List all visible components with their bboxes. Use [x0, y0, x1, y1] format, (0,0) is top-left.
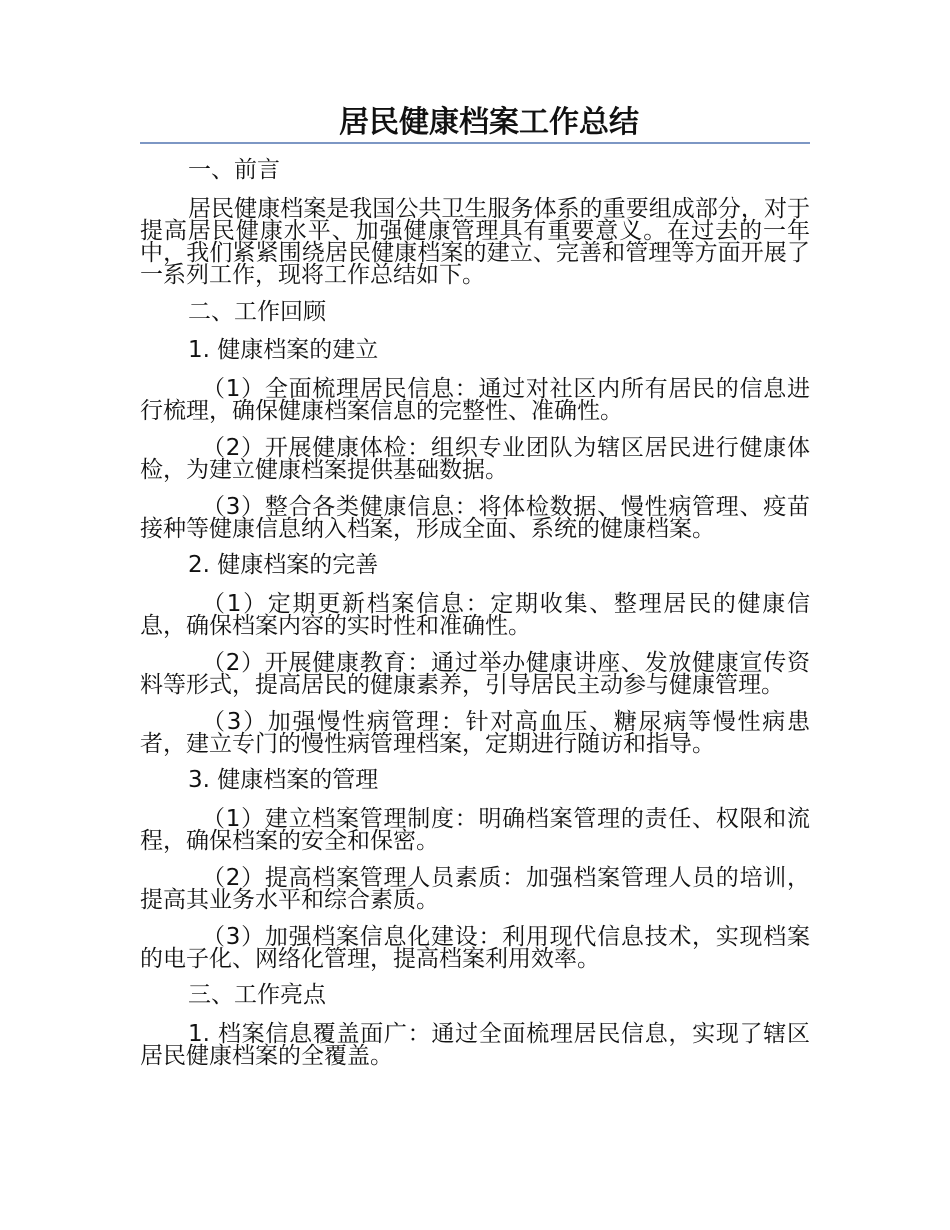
improve-item-2: （2）开展健康教育：通过举办健康讲座、发放健康宣传资料等形式，提高居民的健康素养，引导居民主动参与健康管理。	[140, 650, 810, 698]
improve-item-1: （1）定期更新档案信息：定期收集、整理居民的健康信息，确保档案内容的实时性和准确性。	[140, 591, 810, 639]
title-block	[140, 104, 810, 144]
manage-item-1: （1）建立档案管理制度：明确档案管理的责任、权限和流程，确保档案的安全和保密。	[140, 806, 810, 854]
document-title: 居民健康档案工作总结	[339, 105, 639, 140]
improve-item-3: （3）加强慢性病管理：针对高血压、糖尿病等慢性病患者，建立专门的慢性病管理档案，定期进行随访和指导。	[140, 709, 810, 757]
section-heading-highlights: 三、工作亮点	[188, 982, 326, 1008]
establish-item-2: （2）开展健康体检：组织专业团队为辖区居民进行健康体检，为建立健康档案提供基础数据。	[140, 435, 810, 483]
manage-item-3: （3）加强档案信息化建设：利用现代信息技术，实现档案的电子化、网络化管理，提高档案利用效率。	[140, 924, 810, 972]
subheading-manage: 3. 健康档案的管理	[188, 767, 379, 793]
section-heading-preface: 一、前言	[188, 157, 280, 183]
manage-item-2: （2）提高档案管理人员素质：加强档案管理人员的培训，提高其业务水平和综合素质。	[140, 865, 810, 913]
establish-item-3: （3）整合各类健康信息：将体检数据、慢性病管理、疫苗接种等健康信息纳入档案，形成全面、系统的健康档案。	[140, 494, 810, 542]
section-heading-review: 二、工作回顾	[188, 299, 326, 325]
document-body	[140, 158, 810, 1067]
subheading-establish: 1. 健康档案的建立	[188, 337, 379, 363]
preface-paragraph: 居民健康档案是我国公共卫生服务体系的重要组成部分，对于提高居民健康水平、加强健康管理具有重要意义。在过去的一年中，我们紧紧围绕居民健康档案的建立、完善和管理等方面开展了一系列工作，现将工作总结如下。	[140, 196, 810, 288]
subheading-improve: 2. 健康档案的完善	[188, 552, 379, 578]
establish-item-1: （1）全面梳理居民信息：通过对社区内所有居民的信息进行梳理，确保健康档案信息的完整性、准确性。	[140, 376, 810, 424]
highlight-item-1: 1. 档案信息覆盖面广：通过全面梳理居民信息，实现了辖区居民健康档案的全覆盖。	[140, 1021, 810, 1069]
